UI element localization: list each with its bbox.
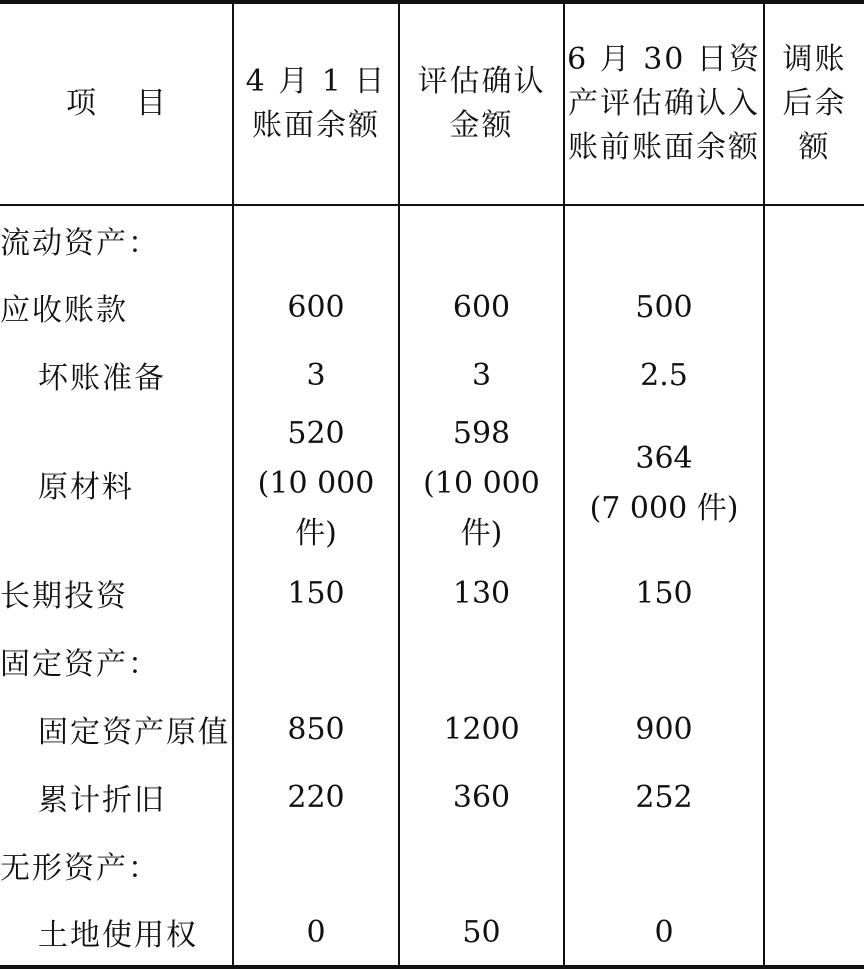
cell-april: 600 [233, 273, 399, 341]
cell-june: 2.5 [564, 341, 764, 409]
table-row [0, 205, 864, 273]
cell-assessed: 600 [399, 273, 564, 341]
cell-adjusted [764, 205, 864, 273]
cell-assessed: 130 [399, 559, 564, 627]
row-label: 原材料 [38, 470, 134, 505]
cell-value: 598 [452, 416, 511, 451]
cell-june [564, 627, 764, 695]
cell-adjusted [764, 695, 864, 763]
header-adjusted-balance: 调账后余额 [764, 2, 864, 205]
cell-april [233, 627, 399, 695]
cell-value: 364 [635, 441, 693, 476]
cell-june: 150 [564, 559, 764, 627]
cell-june [564, 831, 764, 899]
table-row [0, 695, 864, 763]
cell-assessed [399, 627, 564, 695]
row-label: 坏账准备 [38, 361, 166, 396]
table-row [0, 831, 864, 899]
row-label: 固定资产： [0, 647, 160, 682]
cell-value: 520 [287, 416, 345, 451]
cell-assessed: 3 [399, 341, 564, 409]
cell-adjusted [764, 341, 864, 409]
cell-april: 850 [233, 695, 399, 763]
table-row [0, 559, 864, 627]
cell-june [564, 409, 764, 559]
cell-june: 0 [564, 899, 764, 967]
cell-assessed: 1200 [399, 695, 564, 763]
cell-april [233, 205, 399, 273]
cell-quantity: (10 000 件) [257, 466, 375, 551]
cell-april: 150 [233, 559, 399, 627]
cell-assessed: 50 [399, 899, 564, 967]
cell-adjusted [764, 899, 864, 967]
cell-assessed [399, 409, 564, 559]
header-assessed-amount: 评估确认金额 [399, 2, 564, 205]
table-row [0, 409, 864, 559]
cell-adjusted [764, 831, 864, 899]
cell-quantity: (7 000 件) [589, 491, 739, 526]
row-label: 累计折旧 [38, 783, 166, 818]
cell-june: 900 [564, 695, 764, 763]
header-june-balance: 6 月 30 日资产评估确认入账前账面余额 [564, 2, 764, 205]
table-row [0, 763, 864, 831]
cell-adjusted [764, 627, 864, 695]
cell-assessed [399, 205, 564, 273]
cell-june: 500 [564, 273, 764, 341]
row-label: 无形资产： [0, 851, 160, 886]
cell-adjusted [764, 273, 864, 341]
row-label: 流动资产： [0, 225, 160, 261]
table-row [0, 627, 864, 695]
header-row [0, 2, 864, 205]
cell-april [233, 409, 399, 559]
cell-assessed: 360 [399, 763, 564, 831]
table-row [0, 341, 864, 409]
cell-adjusted [764, 409, 864, 559]
row-label: 固定资产原值 [38, 715, 230, 750]
cell-april [233, 831, 399, 899]
cell-adjusted [764, 763, 864, 831]
row-label: 土地使用权 [0, 899, 233, 967]
table-row [0, 273, 864, 341]
header-april-balance: 4 月 1 日账面余额 [233, 2, 399, 205]
header-item: 项 目 [0, 2, 233, 205]
cell-june: 252 [564, 763, 764, 831]
cell-june [564, 205, 764, 273]
cell-april: 3 [233, 341, 399, 409]
cell-adjusted [764, 559, 864, 627]
cell-april: 220 [233, 763, 399, 831]
cell-assessed [399, 831, 564, 899]
row-label: 应收账款 [0, 293, 128, 328]
table-row [0, 899, 864, 967]
cell-april: 0 [233, 899, 399, 967]
cell-quantity: (10 000 件) [423, 466, 540, 551]
row-label: 长期投资 [0, 579, 128, 614]
